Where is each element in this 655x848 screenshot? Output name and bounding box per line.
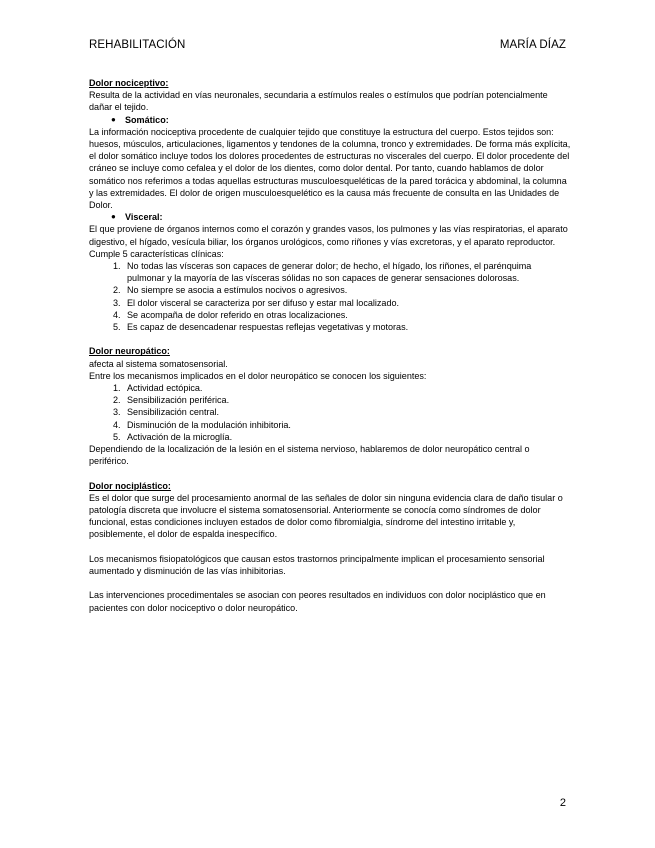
bullet-somatico <box>89 114 571 126</box>
neuropatico-closing: Dependiendo de la localización de la lesión en el sistema nervioso, hablaremos de dolor neuropático central o periférico. <box>89 444 530 467</box>
nociplastico-p3: Las intervenciones procedimentales se asocian con peores resultados en individuos con dolor nociplástico que en pacientes con dolor nociceptivo o dolor neuropático. <box>89 590 546 613</box>
bullet-icon: ● <box>111 212 116 222</box>
criteria-list <box>89 260 571 333</box>
list-item: 3. Sensibilización central. <box>113 407 220 418</box>
list-item: 5. Activación de la microglía. <box>113 431 233 442</box>
list-item: 5. Es capaz de desencadenar respuestas reflejas vegetativas y motoras. <box>113 322 409 333</box>
list-item: 1. No todas las vísceras son capaces de generar dolor; de hecho, el hígado, los riñones, el parénquima pulmonar y la mayoría de las vísceras sólidas no son capaces de generar sensaciones dolorosas. <box>113 261 532 284</box>
heading-nociceptivo: Dolor nociceptivo: <box>89 78 169 88</box>
visceral-label: Visceral: <box>125 212 163 223</box>
neuropatico-line2: Entre los mecanismos implicados en el dolor neuropático se conocen los siguientes: <box>89 370 427 381</box>
mechanisms-list <box>89 382 571 443</box>
list-item: 1. Actividad ectópica. <box>113 383 203 394</box>
bullet-icon: ● <box>111 114 116 124</box>
bullet-visceral <box>89 211 571 223</box>
visceral-text: El que proviene de órganos internos como el corazón y grandes vasos, los pulmones y las vías respiratorias, el aparato digestivo, el hígado, vesícula biliar, los órganos urológicos, como riñones y vías excretoras, y el aparato reproductor. <box>89 224 568 247</box>
list-item: 2. No siempre se asocia a estímulos nocivos o agresivos. <box>113 285 348 296</box>
nociplastico-p2: Los mecanismos fisiopatológicos que causan estos trastornos principalmente implican el procesamiento sensorial aumentado y disminución de las vías inhibitorias. <box>89 553 545 577</box>
document-body <box>89 77 571 614</box>
somatico-text: La información nociceptiva procedente de cualquier tejido que constituye la estructura del cuerpo. Estos tejidos son: huesos, músculos, articulaciones, ligamentos y tendones de la columna, tronco y extremidades. De forma más explícita, el dolor somático incluye todos los dolores procedentes de estructuras no viscerales del cuerpo. El dolor procedente del cráneo se incluye como cefalea y el dolor de los dientes, como dolor dental. Por tanto, cuando hablamos de dolor somático nos referimos a todas aquellas estructuras musculoesqueléticas de la pared torácica y abdominal, la columna y las extremidades. El dolor de origen musculoesquelético es la causa más frecuente de consulta en las Unidades de Dolor. <box>89 126 571 211</box>
header-author: MARÍA DÍAZ <box>499 39 566 51</box>
header-subject: REHABILITACIÓN <box>89 39 186 51</box>
list-item: 2. Sensibilización periférica. <box>113 395 230 406</box>
heading-nociplastico: Dolor nociplástico: <box>89 480 171 491</box>
list-item: 4. Se acompaña de dolor referido en otras localizaciones. <box>113 309 348 320</box>
heading-neuropatico: Dolor neuropático: <box>89 346 170 357</box>
nociceptivo-intro: Resulta de la actividad en vías neuronales, secundaria a estímulos reales o estímulos que podrían potencialmente dañar el tejido. <box>89 90 548 113</box>
list-item: 3. El dolor visceral se caracteriza por ser difuso y estar mal localizado. <box>113 297 400 308</box>
page-header <box>89 39 566 55</box>
list-item: 4. Disminución de la modulación inhibitoria. <box>113 419 291 430</box>
somatico-label: Somático: <box>125 114 169 125</box>
nociplastico-p1: Es el dolor que surge del procesamiento anormal de las señales de dolor sin ninguna evidencia clara de daño tisular o patología discreta que involucre el sistema somatosensorial. Anteriormente se conocía como síndromes de dolor funcional, estas condiciones incluyen estados de dolor como fibromialgia, síndrome del intestino irritable y, posiblemente, el dolor de espalda inespecífico. <box>89 492 563 540</box>
neuropatico-line1: afecta al sistema somatosensorial. <box>89 358 228 369</box>
criteria-intro: Cumple 5 características clínicas: <box>89 248 224 259</box>
page-number: 2 <box>559 797 566 809</box>
